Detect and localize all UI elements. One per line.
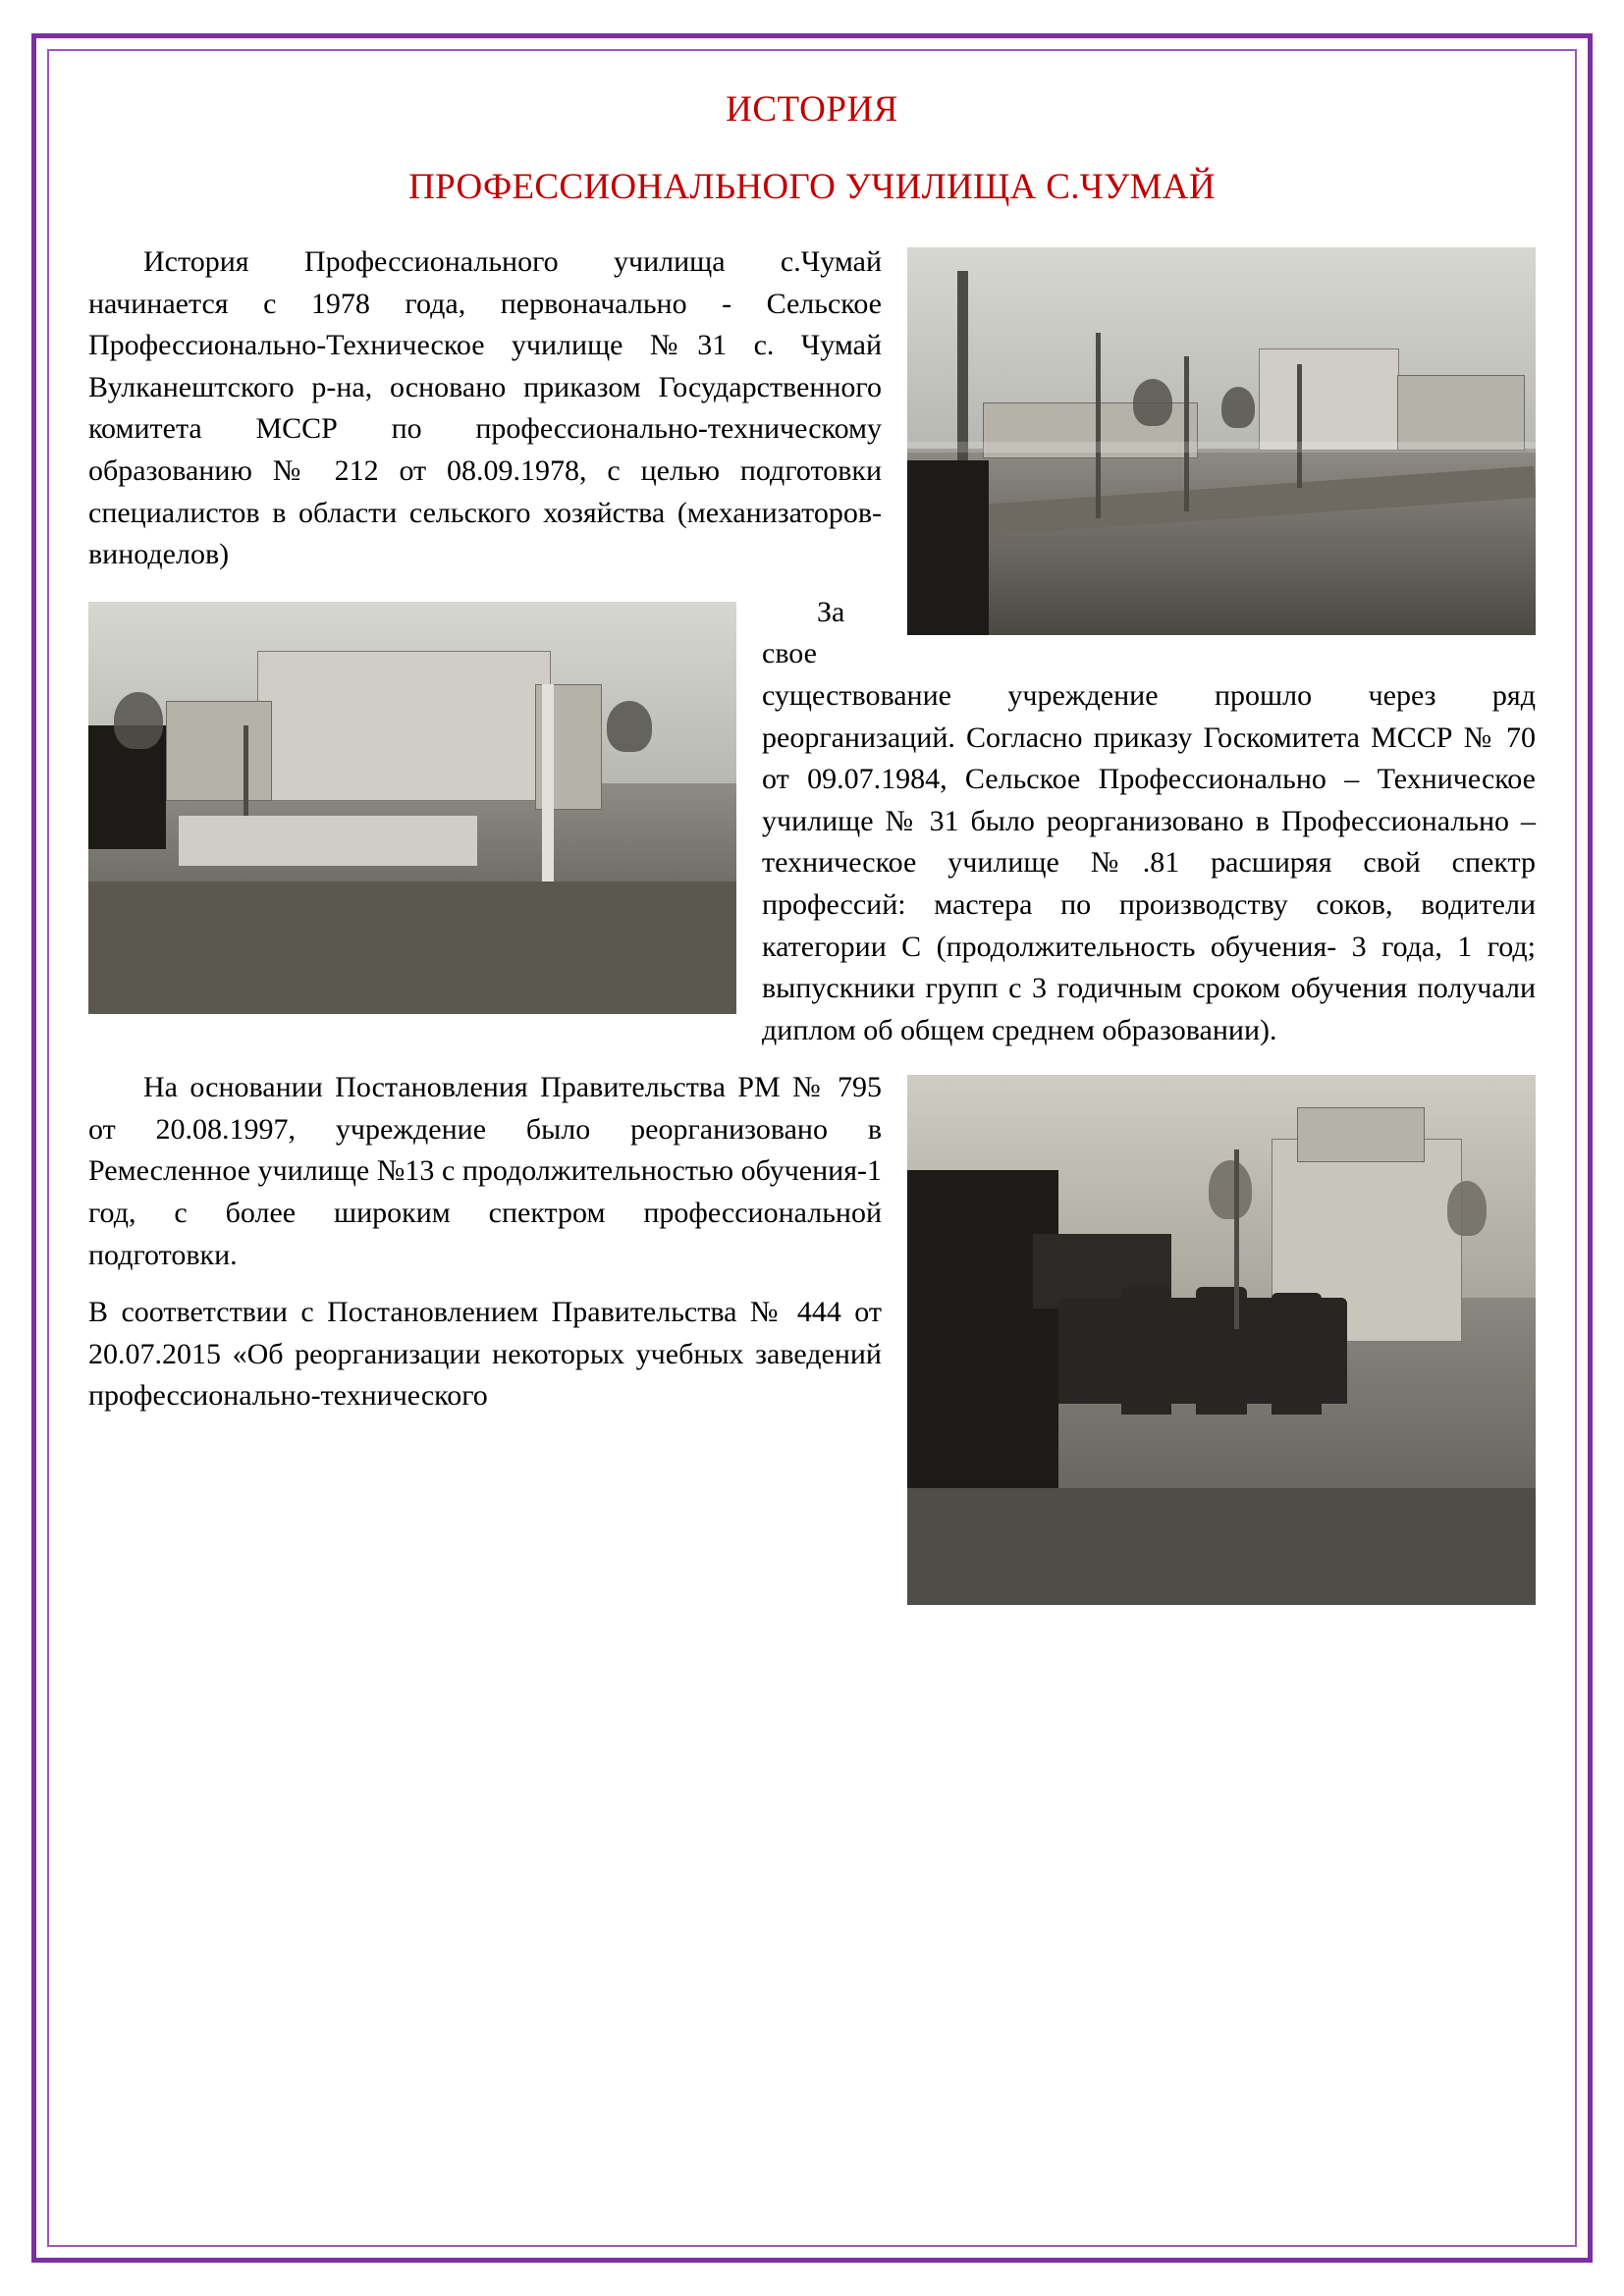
page-title: ИСТОРИЯ xyxy=(726,89,898,130)
page-subtitle: ПРОФЕССИОНАЛЬНОГО УЧИЛИЩА С.ЧУМАЙ xyxy=(408,167,1216,207)
paragraph-2: За свое существование учреждение прошло через ряд реорганизаций. Согласно приказу Госкомитета МССР № 70 от 09.07.1984, Сельское Профессионально – Техническое училище № 31 было реорганизовано в Профессионально – техническое училище №.81 расширяя свой спектр профессий: мастера по производству соков, водители категории С (продолжительность обучения- 3 года, 1 год; выпускники групп с 3 годичным сроком обучения получали диплом об общем среднем образовании). xyxy=(762,595,1536,1046)
paragraph-1: История Профессионального училища с.Чумай начинается с 1978 года, первоначально - Сельское Профессионально-Техническое училище №31 с. Чумай Вулканештского р-на, основано приказом Государственного комитета МССР по профессионально-техническому образованию № 212 от 08.09.1978, с целью подготовки специалистов в области сельского хозяйства (механизаторов-виноделов) xyxy=(88,245,882,571)
photo-construction xyxy=(907,247,1536,635)
paragraph-4: В соответствии с Постановлением Правительства № 444 от 20.07.2015 «Об реорганизации некоторых учебных заведений профессионально-технического xyxy=(88,1296,882,1413)
photo-gathering xyxy=(907,1075,1536,1605)
paragraph-3: На основании Постановления Правительства РМ № 795 от 20.08.1997, учреждение было реорганизовано в Ремесленное училище №13 с продолжительностью обучения-1 год, с более широким спектром профессиональной подготовки. xyxy=(88,1071,882,1271)
document-content xyxy=(88,88,1536,2209)
photo-school xyxy=(88,602,736,1014)
